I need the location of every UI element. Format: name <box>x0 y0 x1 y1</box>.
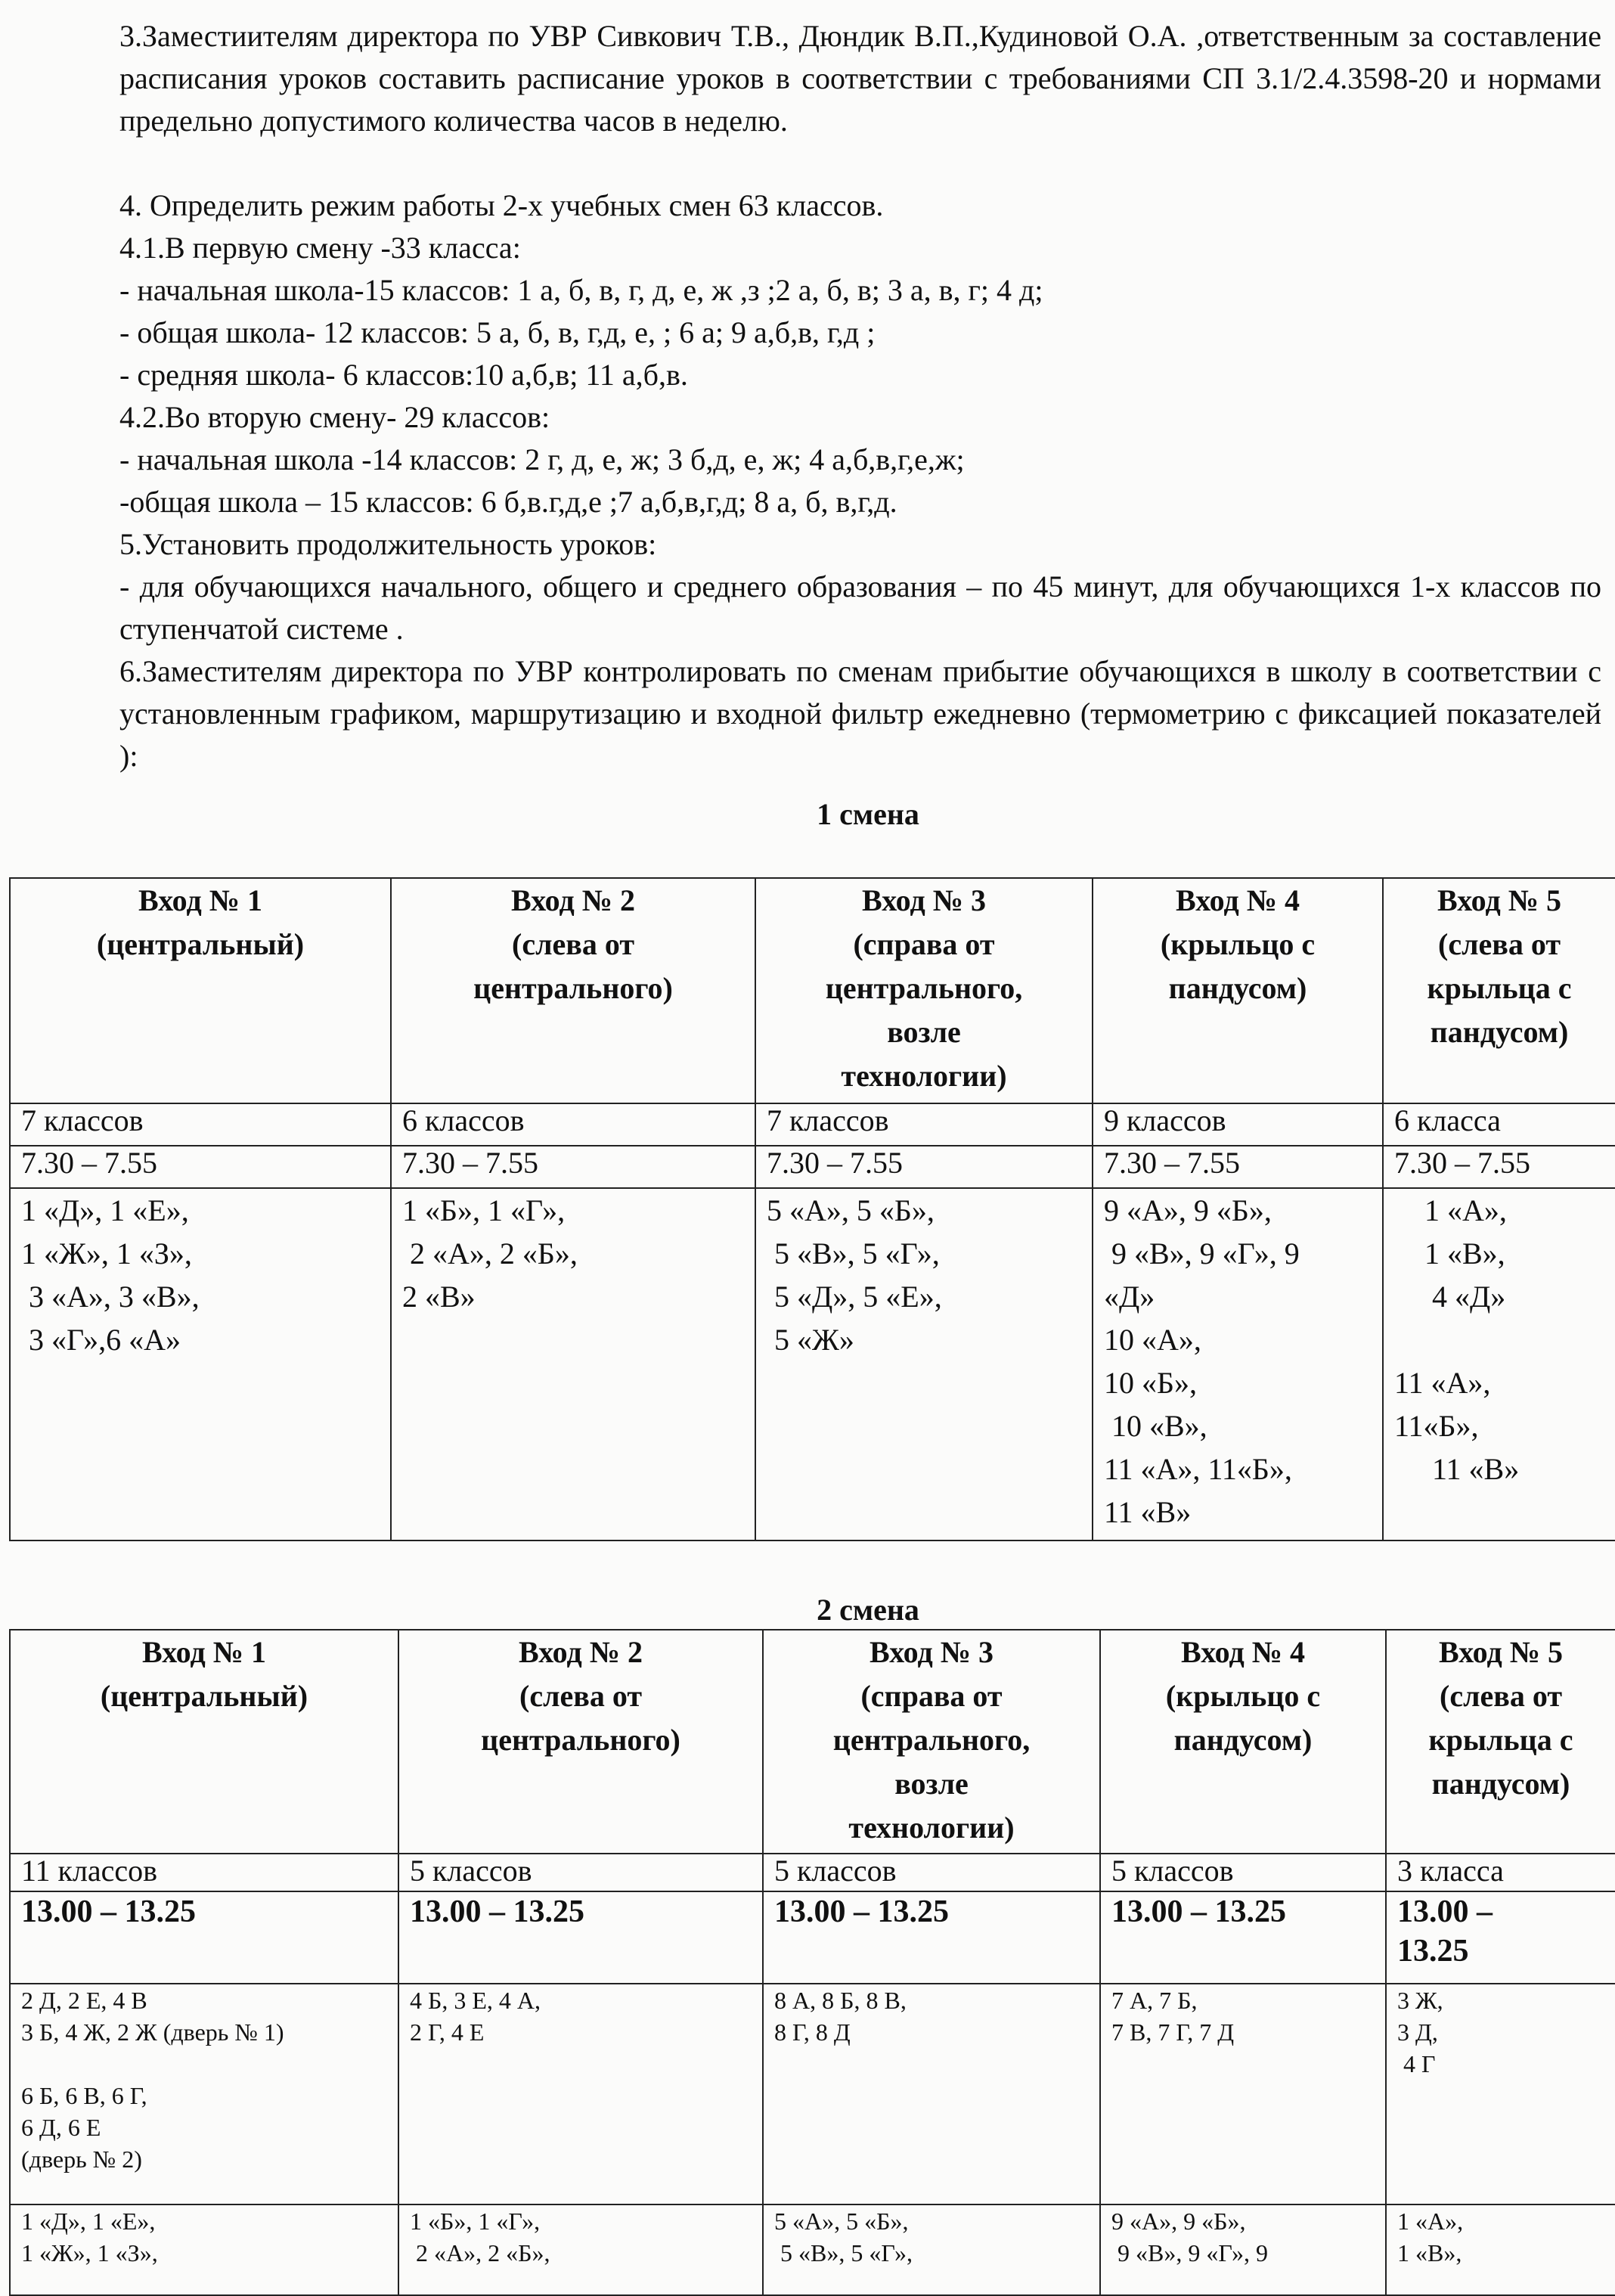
class-list <box>10 2204 398 2295</box>
table-header-row <box>10 1630 1615 1854</box>
cell-line: возле <box>887 1015 961 1049</box>
class-count: 3 класса <box>1386 1854 1615 1891</box>
cell-line: 1 «Д», 1 «Е», <box>21 2208 156 2235</box>
cell-line: 1 «А», <box>1397 2208 1464 2235</box>
cell-line: Вход № 1 <box>138 883 262 917</box>
entrance-4-header <box>1093 878 1383 1103</box>
cell-line: 11 «А», 11«Б», <box>1104 1452 1292 1486</box>
paragraph-lesson-duration: - для обучающихся начального, общего и среднего образования – по 45 минут, для обучающихся 1-х классов по ступенчатой системе . <box>119 569 1601 646</box>
paragraph-item-6: 6.Заместителям директора по УВР контролировать по сменам прибытие обучающихся в школу в соответствии с установленным графиком, маршрутизацию и входной фильтр ежедневно (термометрию с фиксацией показателей ): <box>119 654 1601 773</box>
cell-line: (центральный) <box>100 1679 308 1713</box>
class-list <box>391 1188 755 1540</box>
cell-line: Вход № 4 <box>1181 1635 1305 1669</box>
arrival-time: 13.00 – 13.25 <box>763 1891 1100 1984</box>
cell-line: 4 Б, 3 Е, 4 А, <box>410 1987 541 2014</box>
class-list <box>1100 1984 1386 2204</box>
cell-line: 1 «Ж», 1 «З», <box>21 1236 192 1271</box>
cell-line: Вход № 5 <box>1439 1635 1563 1669</box>
paragraph-secondary-school-shift1: - средняя школа- 6 классов:10 а,б,в; 11 а,б,в. <box>119 358 688 392</box>
cell-line: центрального, <box>825 971 1023 1005</box>
cell-line: 1 «Д», 1 «Е», <box>21 1193 189 1227</box>
cell-line: 2 Д, 2 Е, 4 В <box>21 1987 147 2014</box>
class-list <box>10 1984 398 2204</box>
entrance-4-header <box>1100 1630 1386 1854</box>
class-count: 5 классов <box>1100 1854 1386 1891</box>
cell-line: 4 «Д» <box>1394 1280 1506 1314</box>
cell-line: (дверь № 2) <box>21 2146 142 2173</box>
cell-line: 2 «А», 2 «Б», <box>402 1236 578 1271</box>
shift1-caption: 1 смена <box>817 797 919 831</box>
paragraph-item-4-1: 4.1.В первую смену -33 класса: <box>119 231 521 265</box>
cell-line: крыльца с <box>1428 1723 1573 1757</box>
entrance-3-header <box>755 878 1093 1103</box>
cell-line: 11«Б», <box>1394 1409 1479 1443</box>
class-count: 5 классов <box>763 1854 1100 1891</box>
arrival-time: 13.00 – 13.25 <box>10 1891 398 1984</box>
cell-line: Вход № 5 <box>1437 883 1561 917</box>
paragraph-general-school-shift2: -общая школа – 15 классов: 6 б,в.г,д,е ;7 а,б,в,г,д; 8 а, б, в,г,д. <box>119 485 897 519</box>
cell-line: 9 «А», 9 «Б», <box>1104 1193 1272 1227</box>
cell-line: 3 «А», 3 «В», <box>21 1280 200 1314</box>
class-list <box>398 2204 763 2295</box>
class-count: 6 класса <box>1383 1103 1615 1146</box>
class-count: 11 классов <box>10 1854 398 1891</box>
class-list <box>398 1984 763 2204</box>
paragraph-general-school-shift1: - общая школа- 12 классов: 5 а, б, в, г,д, е, ; 6 а; 9 а,б,в, г,д ; <box>119 315 876 349</box>
arrival-time: 7.30 – 7.55 <box>1383 1146 1615 1188</box>
cell-line: 8 А, 8 Б, 8 В, <box>774 1987 907 2014</box>
cell-line: (слева от <box>1438 927 1561 961</box>
shift1-entrance-table <box>9 877 1615 1541</box>
cell-line: 3 «Г»,6 «А» <box>21 1323 181 1357</box>
cell-line: 11 «А», <box>1394 1366 1491 1400</box>
cell-line: Вход № 4 <box>1176 883 1300 917</box>
cell-line: Вход № 2 <box>519 1635 643 1669</box>
cell-line: 2 «В» <box>402 1280 476 1314</box>
cell-line: 1 «В», <box>1394 1236 1505 1271</box>
class-list-row <box>10 2204 1615 2295</box>
cell-line: 13.25 <box>1397 1934 1469 1969</box>
class-list <box>763 2204 1100 2295</box>
class-list <box>1100 2204 1386 2295</box>
class-count: 7 классов <box>10 1103 391 1146</box>
cell-line: 10 «Б», <box>1104 1366 1197 1400</box>
class-list <box>10 1188 391 1540</box>
entrance-2-header <box>398 1630 763 1854</box>
class-list <box>755 1188 1093 1540</box>
cell-line: 7 А, 7 Б, <box>1111 1987 1198 2014</box>
cell-line: «Д» <box>1104 1280 1155 1314</box>
cell-line: 10 «А», <box>1104 1323 1201 1357</box>
class-count: 7 классов <box>755 1103 1093 1146</box>
shift2-caption: 2 смена <box>817 1593 919 1627</box>
cell-line: 1 «Б», 1 «Г», <box>402 1193 566 1227</box>
cell-line: пандусом) <box>1431 1767 1570 1801</box>
cell-line: 5 «В», 5 «Г», <box>767 1236 940 1271</box>
cell-line: 7 В, 7 Г, 7 Д <box>1111 2018 1235 2046</box>
cell-line: 11 «В» <box>1394 1452 1520 1486</box>
cell-line <box>21 2048 387 2080</box>
arrival-time: 7.30 – 7.55 <box>1093 1146 1383 1188</box>
cell-line: (справа от <box>860 1679 1003 1713</box>
cell-line: 3 Б, 4 Ж, 2 Ж (дверь № 1) <box>21 2018 284 2046</box>
class-count: 5 классов <box>398 1854 763 1891</box>
arrival-time <box>1386 1891 1615 1984</box>
cell-line: 10 «В», <box>1104 1409 1207 1443</box>
arrival-time: 13.00 – 13.25 <box>1100 1891 1386 1984</box>
arrival-time-row <box>10 1146 1615 1188</box>
cell-line: 1 «В», <box>1397 2239 1462 2267</box>
cell-line: возле <box>894 1767 969 1801</box>
cell-line: 5 «Ж» <box>767 1323 854 1357</box>
class-count: 9 классов <box>1093 1103 1383 1146</box>
cell-line: (слева от <box>519 1679 642 1713</box>
cell-line: 1 «Ж», 1 «З», <box>21 2239 158 2267</box>
arrival-time-row <box>10 1891 1615 1984</box>
cell-line: 5 «Д», 5 «Е», <box>767 1280 942 1314</box>
class-count-row <box>10 1103 1615 1146</box>
cell-line: 4 Г <box>1397 2050 1436 2077</box>
shift2-entrance-table <box>9 1629 1615 2296</box>
cell-line <box>1394 1318 1604 1361</box>
cell-line: технологии) <box>848 1810 1015 1845</box>
paragraph-item-4-2: 4.2.Во вторую смену- 29 классов: <box>119 400 550 434</box>
entrance-2-header <box>391 878 755 1103</box>
cell-line: (справа от <box>853 927 995 961</box>
cell-line: 11 «В» <box>1104 1495 1192 1529</box>
cell-line: (слева от <box>512 927 634 961</box>
class-list-row <box>10 1984 1615 2204</box>
class-list <box>763 1984 1100 2204</box>
cell-line: 6 Д, 6 Е <box>21 2114 101 2141</box>
cell-line: 1 «Б», 1 «Г», <box>410 2208 541 2235</box>
cell-line: 5 «А», 5 «Б», <box>774 2208 909 2235</box>
class-list-row <box>10 1188 1615 1540</box>
cell-line: центрального, <box>832 1723 1031 1757</box>
cell-line: 5 «В», 5 «Г», <box>774 2239 913 2267</box>
cell-line: Вход № 3 <box>862 883 986 917</box>
entrance-5-header <box>1383 878 1615 1103</box>
entrance-5-header <box>1386 1630 1615 1854</box>
cell-line: центрального) <box>473 971 673 1005</box>
cell-line: центрального) <box>481 1723 680 1757</box>
table-header-row <box>10 878 1615 1103</box>
cell-line: 2 «А», 2 «Б», <box>410 2239 550 2267</box>
cell-line: пандусом) <box>1173 1723 1313 1757</box>
paragraph-item-4: 4. Определить режим работы 2-х учебных смен 63 классов. <box>119 188 884 222</box>
class-list <box>1386 2204 1615 2295</box>
paragraph-item-5: 5.Установить продолжительность уроков: <box>119 527 657 561</box>
cell-line: (слева от <box>1440 1679 1562 1713</box>
arrival-time: 13.00 – 13.25 <box>398 1891 763 1984</box>
arrival-time: 7.30 – 7.55 <box>391 1146 755 1188</box>
cell-line: Вход № 1 <box>142 1635 266 1669</box>
cell-line: (центральный) <box>96 927 305 961</box>
cell-line: 3 Ж, <box>1397 1987 1443 2014</box>
cell-line: 5 «А», 5 «Б», <box>767 1193 935 1227</box>
cell-line: пандусом) <box>1168 971 1307 1005</box>
cell-line: пандусом) <box>1430 1015 1569 1049</box>
class-count: 6 классов <box>391 1103 755 1146</box>
cell-line: 13.00 – <box>1397 1894 1493 1929</box>
cell-line: крыльца с <box>1427 971 1572 1005</box>
entrance-1-header <box>10 1630 398 1854</box>
cell-line: 1 «А», <box>1394 1193 1507 1227</box>
cell-line: (крыльцо с <box>1165 1679 1321 1713</box>
arrival-time: 7.30 – 7.55 <box>755 1146 1093 1188</box>
cell-line: технологии) <box>841 1059 1007 1093</box>
arrival-time: 7.30 – 7.55 <box>10 1146 391 1188</box>
class-list <box>1093 1188 1383 1540</box>
class-list <box>1386 1984 1615 2204</box>
cell-line: Вход № 2 <box>511 883 635 917</box>
paragraph-primary-school-shift2: - начальная школа -14 классов: 2 г, д, е, ж; 3 б,д, е, ж; 4 а,б,в,г,е,ж; <box>119 442 965 476</box>
cell-line: 2 Г, 4 Е <box>410 2018 485 2046</box>
class-list <box>1383 1188 1615 1540</box>
cell-line: 9 «В», 9 «Г», 9 <box>1111 2239 1269 2267</box>
class-count-row <box>10 1854 1615 1891</box>
cell-line: Вход № 3 <box>869 1635 993 1669</box>
paragraph-item-3: 3.Заместиителям директора по УВР Сивкович Т.В., Дюндик В.П.,Кудиновой О.А. ,ответственным за составление расписания уроков составить расписание уроков в соответствии с требованиями СП 3.1/2.4.3598-20 и нормами предельно допустимого количества часов в неделю. <box>119 19 1601 138</box>
paragraph-primary-school-shift1: - начальная школа-15 классов: 1 а, б, в, г, д, е, ж ,з ;2 а, б, в; 3 а, в, г; 4 д; <box>119 273 1043 307</box>
cell-line: 9 «В», 9 «Г», 9 <box>1104 1236 1300 1271</box>
entrance-1-header <box>10 878 391 1103</box>
cell-line: 8 Г, 8 Д <box>774 2018 851 2046</box>
cell-line: 6 Б, 6 В, 6 Г, <box>21 2082 147 2109</box>
cell-line: 9 «А», 9 «Б», <box>1111 2208 1246 2235</box>
entrance-3-header <box>763 1630 1100 1854</box>
cell-line: 3 Д, <box>1397 2018 1438 2046</box>
cell-line: (крыльцо с <box>1160 927 1316 961</box>
